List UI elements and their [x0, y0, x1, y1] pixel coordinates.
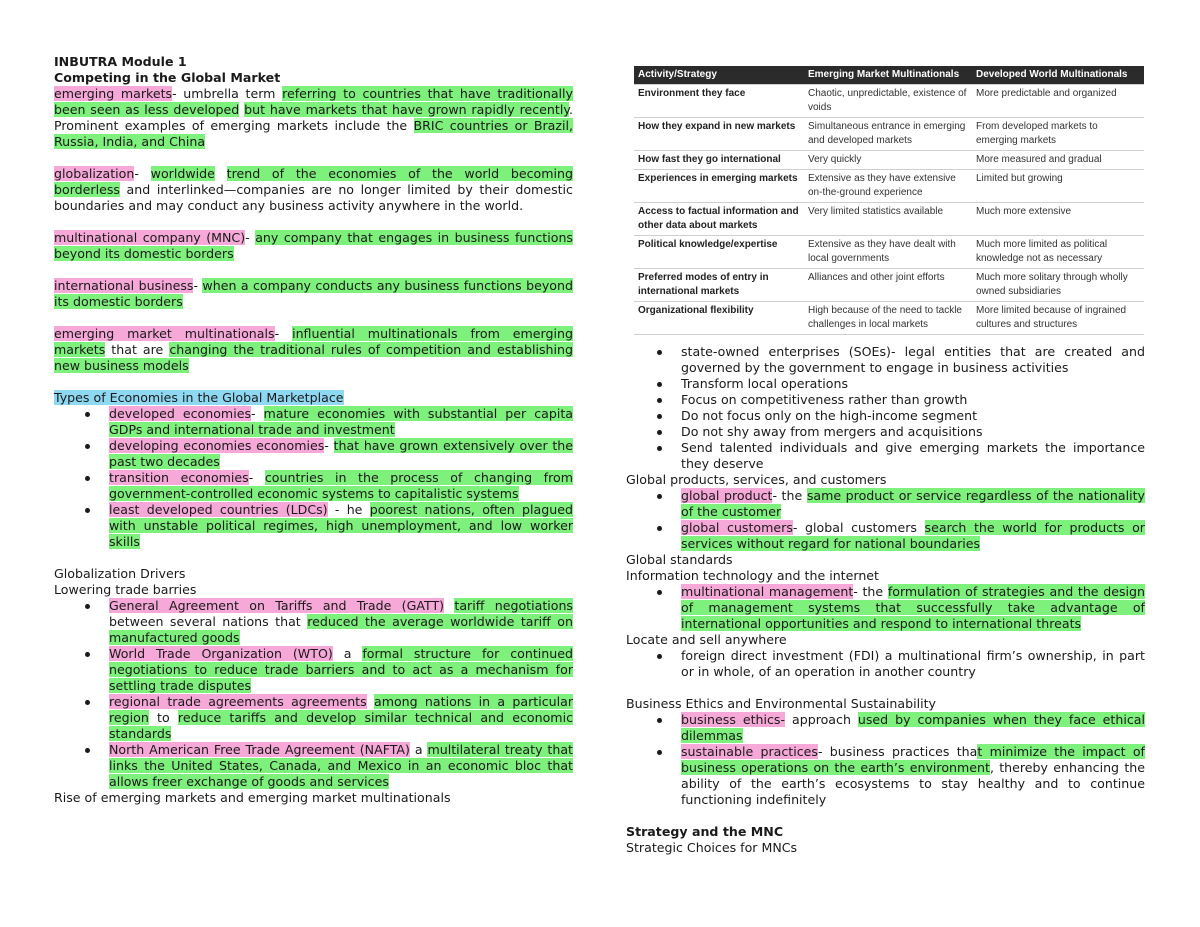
table-cell: Much more solitary through wholly owned subsidiaries — [972, 269, 1144, 302]
table-cell: Extensive as they have extensive on-the-ground experience — [804, 170, 972, 203]
drivers-list — [54, 598, 573, 790]
table-cell: Simultaneous entrance in emerging and developed markets — [804, 118, 972, 151]
list-def: poorest nations, often plagued with unstable political regimes, high unemployment, and low worker skills — [109, 502, 573, 549]
table-cell: Organizational flexibility — [634, 302, 804, 335]
term-emerging-mnc: emerging market multinationals — [54, 326, 275, 341]
table-cell: Much more limited as political knowledge not as necessary — [972, 236, 1144, 269]
right-column — [626, 344, 1145, 856]
para-international-business — [54, 278, 573, 310]
list-item: state-owned enterprises (SOEs)- legal entities that are created and governed by the government to engage in business activities — [681, 344, 1145, 375]
text-span: - the — [853, 584, 888, 599]
list-def: that have grown extensively over the past two decades — [109, 438, 573, 469]
text-span — [215, 166, 227, 181]
table-cell: Alliances and other joint efforts — [804, 269, 972, 302]
global-products-heading: Global products, services, and customers — [626, 472, 887, 487]
text-span: - — [274, 326, 293, 341]
term-international-business: international business — [54, 278, 194, 293]
highlight-span: t minimize the impact of business operations on the earth’s environment — [681, 744, 1145, 775]
text-span — [367, 694, 374, 709]
table-cell: Chaotic, unpredictable, existence of voids — [804, 85, 972, 118]
doc-subtitle: Competing in the Global Market — [54, 70, 281, 85]
text-span: . Prominent examples of emerging markets include the — [54, 102, 573, 133]
table-cell: Preferred modes of entry in international markets — [634, 269, 804, 302]
fdi-list — [626, 648, 1145, 680]
table-cell: More measured and gradual — [972, 151, 1144, 170]
list-def: mature economies with substantial per capita GDPs and international trade and investment — [109, 406, 573, 437]
doc-title: INBUTRA Module 1 — [54, 54, 187, 69]
global-products-list — [626, 488, 1145, 552]
highlight-span: trend of the economies of the world becoming borderless — [54, 166, 573, 197]
ethics-list — [626, 712, 1145, 808]
list-term: least developed countries (LDCs) — [109, 502, 328, 517]
text-span: - the — [772, 488, 807, 503]
text-span: - global customers — [792, 520, 925, 535]
table-cell: More limited because of ingrained cultures and structures — [972, 302, 1144, 335]
para-emerging-mnc — [54, 326, 573, 374]
list-term: North American Free Trade Agreement (NAFTA) — [109, 742, 410, 757]
table-header-cell: Emerging Market Multinationals — [804, 66, 972, 85]
locate-heading: Locate and sell anywhere — [626, 632, 787, 647]
text-span: approach — [785, 712, 858, 727]
text-span: - business practices tha — [817, 744, 978, 759]
table-row — [634, 203, 1144, 236]
list-item — [109, 598, 573, 646]
table-cell: More predictable and organized — [972, 85, 1144, 118]
list-term: developed economies — [109, 406, 252, 421]
list-item — [109, 406, 573, 438]
text-span: - — [251, 406, 264, 421]
highlight-span: changing the traditional rules of competition and establishing new business models — [54, 342, 574, 373]
table-row — [634, 269, 1144, 302]
text-span: - he — [327, 502, 370, 517]
list-term: transition economies — [109, 470, 249, 485]
highlight-span: formulation of strategies and the design of management systems that successfully take advantage of international opportunities and respond to international threats — [681, 584, 1145, 631]
table-cell: Extensive as they have dealt with local governments — [804, 236, 972, 269]
text-span: - — [324, 438, 334, 453]
highlight-span: referring to countries that have traditionally been seen as less developed — [54, 86, 573, 117]
list-item: Send talented individuals and give emerging markets the importance they deserve — [681, 440, 1145, 471]
lowering-trade-barriers: Lowering trade barries — [54, 582, 197, 597]
list-def: countries in the process of changing from government-controlled economic systems to capitalistic systems — [109, 470, 573, 501]
list-item: Focus on competitiveness rather than growth — [681, 392, 1145, 408]
highlight-span: reduce tariffs and develop similar technical and economic standards — [109, 710, 573, 741]
left-column — [54, 54, 573, 806]
text-span: - — [245, 230, 256, 245]
term-mnc: multinational company (MNC) — [54, 230, 246, 245]
table-row — [634, 151, 1144, 170]
types-list — [54, 406, 573, 550]
global-standards-heading: Global standards — [626, 552, 733, 567]
table-row — [634, 118, 1144, 151]
highlight-span: but have markets that have grown rapidly recently — [244, 102, 569, 117]
highlight-span: formal structure for continued negotiations to reduce trade barriers and to act as a mechanism for settling trade disputes — [109, 646, 573, 693]
highlight-span: when a company conducts any business functions beyond its domestic borders — [54, 278, 573, 309]
text-span: between several nations that — [109, 614, 308, 629]
table-cell: Very limited statistics available — [804, 203, 972, 236]
comparison-table — [634, 66, 1144, 335]
list-item — [681, 520, 1145, 552]
list-term: global product — [681, 488, 773, 503]
strategic-choices: Strategic Choices for MNCs — [626, 840, 798, 855]
table-row — [634, 302, 1144, 335]
list-item: Transform local operations — [681, 376, 1145, 392]
highlight-span: among nations in a particular region — [109, 694, 573, 725]
list-term: global customers — [681, 520, 793, 535]
list-item: Do not focus only on the high-income segment — [681, 408, 1145, 424]
it-list — [626, 584, 1145, 632]
list-term: sustainable practices — [681, 744, 818, 759]
text-span: a — [409, 742, 428, 757]
drivers-heading: Globalization Drivers — [54, 566, 186, 581]
highlight-span: BRIC countries or Brazil, Russia, India, and China — [54, 118, 573, 149]
table-row — [634, 236, 1144, 269]
para-mnc — [54, 230, 573, 262]
table-row — [634, 170, 1144, 203]
it-heading: Information technology and the internet — [626, 568, 879, 583]
list-term: regional trade agreements agreements — [109, 694, 367, 709]
table-cell: High because of the need to tackle challenges in local markets — [804, 302, 972, 335]
list-item — [681, 488, 1145, 520]
emnc-strategy-list — [626, 344, 1145, 472]
term-emerging-markets: emerging markets — [54, 86, 173, 101]
types-heading — [54, 390, 573, 406]
table-cell: From developed markets to emerging markets — [972, 118, 1144, 151]
list-item — [109, 646, 573, 694]
table-cell: Limited but growing — [972, 170, 1144, 203]
list-term: business ethics- — [681, 712, 786, 727]
list-item — [109, 438, 573, 470]
table-cell: How they expand in new markets — [634, 118, 804, 151]
text-span: - umbrella term — [172, 86, 283, 101]
rise-of-emerging-markets: Rise of emerging markets and emerging market multinationals — [54, 790, 451, 805]
highlight-span: worldwide — [150, 166, 215, 181]
table-cell: Much more extensive — [972, 203, 1144, 236]
list-term: World Trade Organization (WTO) — [109, 646, 333, 661]
table-header-cell: Activity/Strategy — [634, 66, 804, 85]
table-header-cell: Developed World Multinationals — [972, 66, 1144, 85]
ethics-heading: Business Ethics and Environmental Sustainability — [626, 696, 937, 711]
list-item — [681, 584, 1145, 632]
text-span: and interlinked—companies are no longer limited by their domestic boundaries and may conduct any business activity anywhere in the world. — [54, 182, 573, 213]
text-span: that are — [105, 342, 170, 357]
list-item — [681, 712, 1145, 744]
table-cell: Access to factual information and other data about markets — [634, 203, 804, 236]
list-item — [109, 694, 573, 742]
list-term: General Agreement on Tariffs and Trade (GATT) — [109, 598, 445, 613]
types-heading-text: Types of Economies in the Global Marketplace — [54, 390, 344, 405]
table-cell: Experiences in emerging markets — [634, 170, 804, 203]
list-item: foreign direct investment (FDI) a multinational firm’s ownership, in part or in whole, of an operation in another country — [681, 648, 1145, 679]
text-span: a — [332, 646, 363, 661]
list-term: developing economies economies — [109, 438, 325, 453]
comparison-table-image — [634, 66, 1144, 335]
text-span: - — [134, 166, 151, 181]
text-span: - — [248, 470, 265, 485]
highlight-span: multilateral treaty that links the United States, Canada, and Mexico in an economic bloc that allows freer exchange of goods and services — [109, 742, 573, 789]
table-cell: Environment they face — [634, 85, 804, 118]
list-item — [109, 470, 573, 502]
text-span: , thereby enhancing the ability of the earth’s ecosystems to stay healthy and to continue functioning indefinitely — [681, 760, 1145, 807]
list-item — [681, 744, 1145, 808]
table-cell: Political knowledge/expertise — [634, 236, 804, 269]
table-cell: How fast they go international — [634, 151, 804, 170]
strategy-heading: Strategy and the MNC — [626, 824, 784, 839]
para-emerging-markets — [54, 86, 573, 150]
para-globalization — [54, 166, 573, 214]
highlight-span: used by companies when they face ethical dilemmas — [681, 712, 1145, 743]
list-item: Do not shy away from mergers and acquisitions — [681, 424, 1145, 440]
highlight-span: any company that engages in business functions beyond its domestic borders — [54, 230, 573, 261]
table-row — [634, 85, 1144, 118]
table-cell: Very quickly — [804, 151, 972, 170]
list-item — [109, 502, 573, 550]
highlight-span: same product or service regardless of the nationality of the customer — [681, 488, 1146, 519]
highlight-span: tariff negotiations — [454, 598, 573, 613]
highlight-span: search the world for products or services without regard for national boundaries — [681, 520, 1145, 551]
term-globalization: globalization — [54, 166, 135, 181]
highlight-span: influential multinationals from emerging markets — [54, 326, 573, 357]
highlight-span: reduced the average worldwide tariff on manufactured goods — [109, 614, 573, 645]
list-item — [109, 742, 573, 790]
list-term: multinational management — [681, 584, 854, 599]
text-span — [444, 598, 454, 613]
text-span: to — [148, 710, 178, 725]
table-header-row — [634, 66, 1144, 85]
text-span: - — [193, 278, 203, 293]
